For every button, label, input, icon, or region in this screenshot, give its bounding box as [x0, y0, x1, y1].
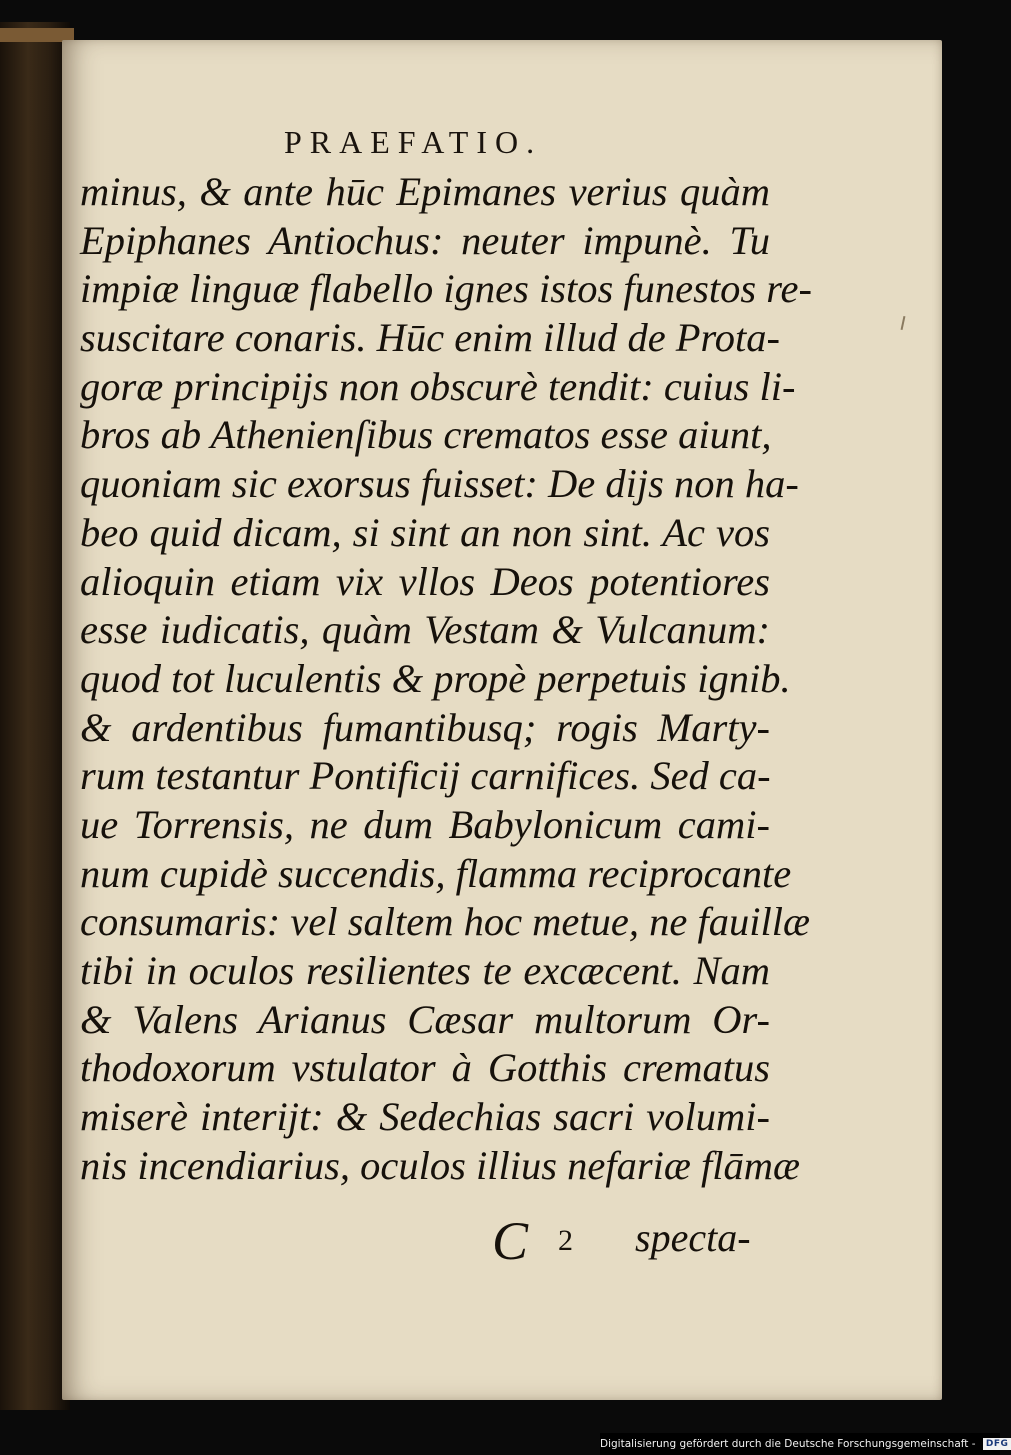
- body-text: [80, 168, 813, 1190]
- book-binding-edge: [0, 22, 70, 1410]
- catchline: [80, 1210, 770, 1270]
- dfg-logo-icon: DFG: [983, 1438, 1011, 1450]
- text-line: nis incendiarius, oculos illius nefariæ flāmæ: [80, 1142, 801, 1188]
- text-line: num cupidè succendis, flamma reciprocante: [80, 850, 792, 896]
- text-line: thodoxorum vstulator à Gotthis crematus: [80, 1045, 770, 1091]
- digitization-footer: [600, 1433, 1009, 1455]
- text-line: quoniam sic exorsus fuisset: De dijs non ha-: [80, 461, 799, 507]
- text-line: alioquin etiam vix vllos Deos potentiores: [80, 558, 770, 604]
- text-line: beo quid dicam, si sint an non sint. Ac vos: [80, 509, 770, 555]
- text-line: bros ab Athenienſibus crematos esse aiunt,: [80, 412, 772, 458]
- footer-text: Digitalisierung gefördert durch die Deutsche Forschungsgemeinschaft -: [600, 1438, 976, 1450]
- catchword: specta-: [635, 1215, 751, 1260]
- text-line: impiæ linguæ flabello ignes istos funestos re-: [80, 266, 813, 312]
- text-line: tibi in oculos resilientes te excæcent. Nam: [80, 948, 770, 993]
- text-line: & ardentibus fumantibusq; rogis Marty-: [80, 704, 770, 750]
- text-line: miserè interijt: & Sedechias sacri volumi-: [80, 1094, 770, 1140]
- text-line: Epiphanes Antiochus: neuter impunè. Tu: [80, 217, 770, 263]
- text-line: ue Torrensis, ne dum Babylonicum cami-: [80, 801, 770, 847]
- running-head: PRAEFATIO.: [284, 124, 543, 160]
- text-line: rum testantur Pontificij carnifices. Sed ca-: [80, 753, 771, 799]
- signature-letter: C: [492, 1211, 529, 1271]
- text-line: & Valens Arianus Cæsar multorum Or-: [80, 996, 770, 1042]
- signature-number: 2: [558, 1224, 573, 1257]
- text-line: quod tot luculentis & propè perpetuis ignib.: [80, 655, 791, 701]
- text-line: esse iudicatis, quàm Vestam & Vulcanum:: [80, 607, 770, 653]
- text-line: goræ principijs non obscurè tendit: cuius li-: [80, 363, 796, 409]
- text-line: suscitare conaris. Hūc enim illud de Prota-: [80, 315, 781, 361]
- text-line: minus, & ante hūc Epimanes verius quàm: [80, 169, 770, 214]
- text-line: consumaris: vel saltem hoc metue, ne fauillæ: [80, 899, 810, 945]
